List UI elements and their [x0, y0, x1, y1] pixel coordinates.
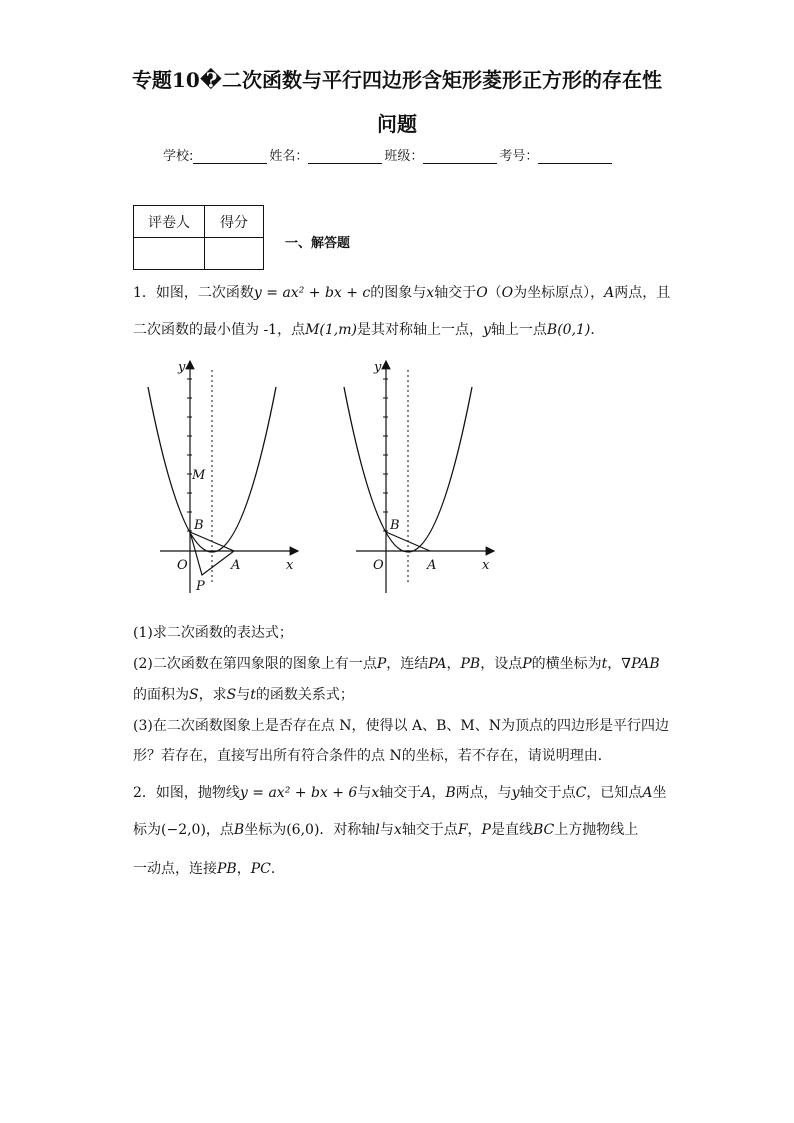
q2-line2 — [133, 820, 638, 840]
q2-text: 2．如图，抛物线 — [133, 785, 240, 801]
q1-sub2-line1 — [133, 654, 660, 674]
score-table — [133, 205, 264, 270]
q2-var: F — [457, 822, 468, 838]
figure-2 — [336, 355, 511, 600]
q1-text: ，设点 — [480, 656, 523, 672]
q2-text: 与 — [379, 822, 394, 838]
q2-text: 是直线 — [490, 822, 533, 838]
q1-text: 的图象与 — [370, 285, 427, 301]
segment-ba — [386, 532, 430, 551]
q1-point-b: B(0,1) — [546, 322, 591, 338]
school-label: 学校: — [163, 149, 194, 164]
section-title: 一、解答题 — [285, 236, 351, 251]
name-blank[interactable] — [308, 149, 382, 164]
q1-text: 轴上一点 — [490, 322, 547, 338]
grader-header: 评卷人 — [134, 206, 205, 238]
q1-sub2-line2 — [133, 685, 354, 705]
q2-line3 — [133, 859, 285, 879]
q1-line2 — [133, 320, 604, 340]
label-b: B — [390, 518, 400, 533]
name-label: 姓名： — [269, 149, 309, 164]
q1-text: （ — [487, 285, 502, 301]
q2-text: 轴交于 — [379, 785, 422, 801]
label-m: M — [192, 468, 206, 483]
exam-no-blank[interactable] — [538, 149, 612, 164]
q1-var: t — [250, 687, 256, 703]
q2-text: ， — [431, 785, 446, 801]
label-x: x — [482, 558, 490, 573]
q2-coord-b: (6,0) — [286, 822, 320, 838]
q1-text: 1．如图，二次函数 — [133, 285, 254, 301]
q1-var: t — [601, 656, 608, 672]
label-a: A — [231, 558, 241, 573]
q2-text: 轴交于点 — [519, 785, 576, 801]
q1-text: 的面积为 — [133, 687, 189, 703]
q2-var: l — [375, 822, 380, 838]
q1-text: 为坐标原点）， — [513, 285, 605, 301]
label-x: x — [286, 558, 294, 573]
q2-var: x — [393, 822, 402, 838]
q2-var: B — [445, 785, 456, 801]
q2-var: P — [481, 822, 491, 838]
q2-var: PB — [217, 861, 237, 877]
q2-var: B — [233, 822, 245, 838]
label-p: P — [196, 579, 205, 594]
q1-var: ∇PAB — [621, 656, 660, 672]
q1-var: PB — [460, 656, 481, 672]
q1-var: x — [426, 285, 435, 301]
q2-text: ，点 — [205, 822, 234, 838]
q2-text: ， — [236, 861, 251, 877]
q1-var: P — [376, 656, 387, 672]
q1-text: ， — [607, 656, 622, 672]
q2-text: 标为 — [133, 822, 161, 838]
q1-sub3-line1: (3)在二次函数图象上是否存在点 N，使得以 A、B、M、N为顶点的四边形是平行四边 — [133, 718, 669, 734]
triangle-pab — [190, 532, 234, 575]
q2-text: ． — [270, 861, 285, 877]
label-b: B — [194, 518, 204, 533]
q1-text: ， — [446, 656, 461, 672]
q1-var: O — [476, 285, 488, 301]
q1-var: S — [189, 687, 199, 703]
q1-text: 二次函数的最小值为 -1，点 — [133, 322, 306, 338]
exam-no-label: 考号： — [499, 149, 539, 164]
figure-1 — [140, 355, 315, 600]
school-blank[interactable] — [193, 149, 267, 164]
q2-text: ， — [467, 822, 482, 838]
q2-coord-a: (−2,0) — [161, 822, 206, 838]
grader-cell[interactable] — [134, 238, 205, 270]
page-title-line2: 问题 — [377, 112, 417, 136]
q1-sub3-line2: 形？若存在，直接写出所有符合条件的点 N的坐标，若不存在，请说明理由． — [133, 748, 612, 764]
q2-text: 坐 — [652, 785, 667, 801]
q1-var: PA — [428, 656, 447, 672]
q1-text: ，求 — [198, 687, 227, 703]
q1-text: 是其对称轴上一点， — [357, 322, 483, 338]
q2-var: x — [371, 785, 380, 801]
student-info-line — [163, 145, 614, 164]
q2-var: A — [642, 785, 653, 801]
label-a: A — [427, 558, 437, 573]
q2-text: 与 — [357, 785, 372, 801]
q2-text: 一动点，连接 — [133, 861, 217, 877]
q1-var: y — [483, 322, 491, 338]
score-cell[interactable] — [205, 238, 264, 270]
q1-text: 轴交于 — [434, 285, 477, 301]
class-blank[interactable] — [423, 149, 497, 164]
q1-var: A — [604, 285, 615, 301]
q1-var: S — [226, 687, 237, 703]
q1-text: (2)二次函数在第四象限的图象上有一点 — [133, 656, 377, 672]
label-o: O — [177, 558, 188, 573]
q1-formula: y = ax² + bx + c — [253, 285, 371, 301]
class-label: 班级： — [384, 149, 424, 164]
q1-text: ． — [590, 322, 605, 338]
q2-text: ，已知点 — [586, 785, 643, 801]
score-header: 得分 — [205, 206, 264, 238]
q2-var: PC — [250, 861, 271, 877]
q1-text: 的横坐标为 — [531, 656, 602, 672]
page-title: 专题10�二次函数与平行四边形含矩形菱形正方形的存在性 — [131, 68, 663, 92]
q1-text: 与 — [236, 687, 251, 703]
q1-var: O — [501, 285, 514, 301]
q2-var: BC — [532, 822, 555, 838]
q2-var: C — [575, 785, 587, 801]
q1-point-m: M(1,m) — [305, 322, 357, 338]
q2-text: 两点，与 — [455, 785, 512, 801]
q2-text: ．对称轴 — [319, 822, 376, 838]
q1-line1 — [133, 283, 670, 303]
q1-text: 两点，且 — [614, 285, 671, 301]
q2-var: y — [511, 785, 520, 801]
q2-line1 — [133, 783, 666, 803]
label-y: y — [374, 360, 382, 375]
label-o: O — [373, 558, 384, 573]
q2-formula: y = ax² + bx + 6 — [239, 785, 358, 801]
q2-text: 轴交于点 — [401, 822, 458, 838]
q2-var: A — [421, 785, 432, 801]
q1-var: P — [522, 656, 532, 672]
q2-text: 坐标为 — [244, 822, 287, 838]
q1-text: ，连结 — [386, 656, 429, 672]
q1-text: 的函数关系式； — [255, 687, 354, 703]
q2-text: 上方抛物线上 — [554, 822, 639, 838]
label-y: y — [178, 360, 186, 375]
q1-sub1: (1)求二次函数的表达式； — [133, 625, 293, 641]
